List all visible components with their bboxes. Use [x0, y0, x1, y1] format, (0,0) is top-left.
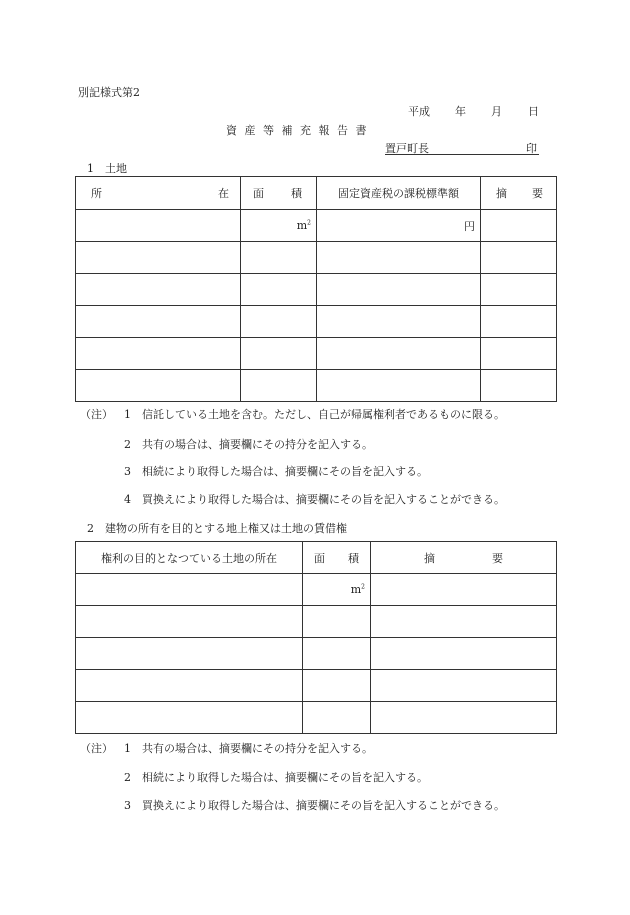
- section1-heading: 1 土地: [87, 162, 127, 175]
- table-row: [76, 638, 557, 670]
- document-title: 資 産 等 補 充 報 告 書: [226, 124, 369, 137]
- table-row: [76, 370, 557, 402]
- area-cell[interactable]: [303, 702, 371, 734]
- table-row: [76, 338, 557, 370]
- area-unit: $m^2$: [350, 583, 365, 596]
- col-remarks: 摘 要: [371, 542, 557, 574]
- date-day: 日: [528, 105, 539, 118]
- value-unit: 円: [464, 219, 475, 233]
- location-cell[interactable]: [76, 574, 303, 606]
- addressee-underline: [385, 154, 539, 155]
- remarks-cell[interactable]: [481, 370, 557, 402]
- area-cell[interactable]: [241, 370, 317, 402]
- remarks-cell[interactable]: [371, 574, 557, 606]
- form-label: 別記様式第2: [78, 86, 140, 99]
- col-location: 所 在: [76, 177, 241, 210]
- table-row: [76, 574, 557, 606]
- area-cell[interactable]: [241, 338, 317, 370]
- value-cell[interactable]: [317, 306, 481, 338]
- area-cell[interactable]: [241, 242, 317, 274]
- note-prefix: （注）: [80, 742, 113, 755]
- table-row: [76, 274, 557, 306]
- note-prefix: （注）: [80, 408, 113, 421]
- date-era: 平成: [408, 105, 430, 118]
- value-cell[interactable]: [317, 210, 481, 242]
- leasehold-empty-rows: [76, 606, 557, 734]
- area-cell[interactable]: [303, 574, 371, 606]
- location-cell[interactable]: [76, 242, 241, 274]
- note-item: 4 買換えにより取得した場合は、摘要欄にその旨を記入することができる。: [124, 493, 505, 506]
- remarks-cell[interactable]: [481, 210, 557, 242]
- location-cell[interactable]: [76, 606, 303, 638]
- area-cell[interactable]: [241, 210, 317, 242]
- note-item: 1 共有の場合は、摘要欄にその持分を記入する。: [124, 742, 373, 755]
- land-table-header: [76, 177, 557, 210]
- table-row: [76, 210, 557, 242]
- area-unit: $m^2$: [296, 219, 311, 232]
- location-cell[interactable]: [76, 338, 241, 370]
- table-row: [76, 242, 557, 274]
- remarks-cell[interactable]: [481, 274, 557, 306]
- location-cell[interactable]: [76, 306, 241, 338]
- note-item: 3 相続により取得した場合は、摘要欄にその旨を記入する。: [124, 465, 428, 478]
- seal-mark: 印: [526, 142, 537, 155]
- area-cell[interactable]: [303, 606, 371, 638]
- value-cell[interactable]: [317, 370, 481, 402]
- table-row: [76, 670, 557, 702]
- section2-heading: 2 建物の所有を目的とする地上権又は土地の賃借権: [87, 522, 347, 535]
- area-cell[interactable]: [303, 638, 371, 670]
- area-cell[interactable]: [241, 306, 317, 338]
- remarks-cell[interactable]: [481, 338, 557, 370]
- location-cell[interactable]: [76, 638, 303, 670]
- area-cell[interactable]: [303, 670, 371, 702]
- table-row: [76, 306, 557, 338]
- note-item: 1 信託している土地を含む。ただし、自己が帰属権利者であるものに限る。: [124, 408, 505, 421]
- location-cell[interactable]: [76, 274, 241, 306]
- remarks-cell[interactable]: [371, 606, 557, 638]
- remarks-cell[interactable]: [481, 306, 557, 338]
- note-item: 3 買換えにより取得した場合は、摘要欄にその旨を記入することができる。: [124, 799, 505, 812]
- note-item: 2 共有の場合は、摘要欄にその持分を記入する。: [124, 438, 373, 451]
- note-item: 2 相続により取得した場合は、摘要欄にその旨を記入する。: [124, 771, 428, 784]
- location-cell[interactable]: [76, 370, 241, 402]
- col-land-location: 権利の目的となつている土地の所在: [76, 542, 303, 574]
- land-empty-rows: [76, 242, 557, 402]
- addressee: 置戸町長: [385, 142, 429, 155]
- value-cell[interactable]: [317, 242, 481, 274]
- remarks-cell[interactable]: [371, 670, 557, 702]
- col-assessed-value: 固定資産税の課税標準額: [317, 177, 481, 210]
- remarks-cell[interactable]: [481, 242, 557, 274]
- value-cell[interactable]: [317, 338, 481, 370]
- value-cell[interactable]: [317, 274, 481, 306]
- area-cell[interactable]: [241, 274, 317, 306]
- col-area: 面 積: [241, 177, 317, 210]
- remarks-cell[interactable]: [371, 702, 557, 734]
- remarks-cell[interactable]: [371, 638, 557, 670]
- table-row: [76, 606, 557, 638]
- col-area: 面 積: [303, 542, 371, 574]
- date-month: 月: [491, 105, 502, 118]
- land-table: [75, 176, 557, 402]
- location-cell[interactable]: [76, 670, 303, 702]
- leasehold-table: [75, 541, 557, 734]
- location-cell[interactable]: [76, 210, 241, 242]
- location-cell[interactable]: [76, 702, 303, 734]
- date-year: 年: [455, 105, 466, 118]
- leasehold-table-header: [76, 542, 557, 574]
- col-remarks: 摘 要: [481, 177, 557, 210]
- table-row: [76, 702, 557, 734]
